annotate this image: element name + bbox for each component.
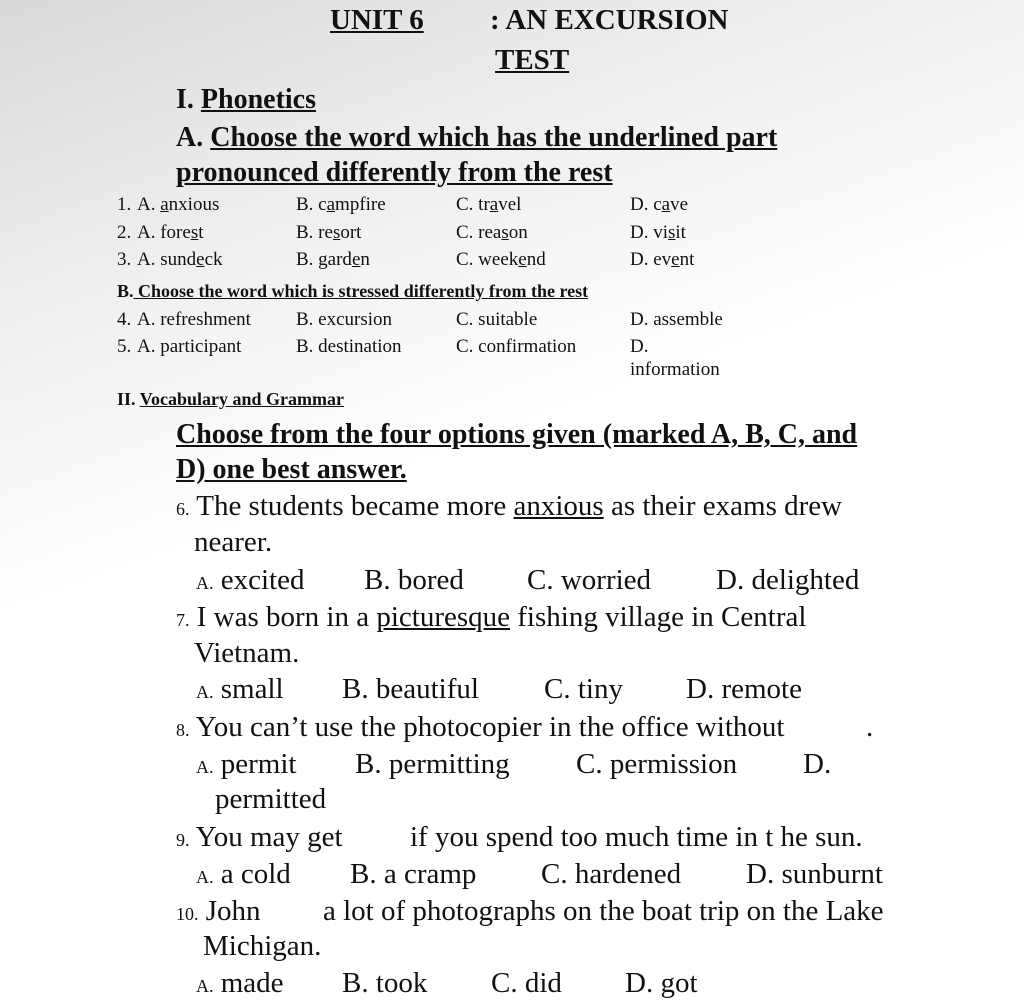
partB-option-d: D. — [630, 336, 649, 357]
partA-option-d — [630, 222, 686, 244]
underlined-letter: s — [190, 222, 199, 243]
q8-option-a — [196, 748, 296, 781]
underlined-letter: e — [671, 249, 680, 270]
option-text: A. — [137, 194, 161, 215]
option-text: mpfire — [335, 194, 386, 215]
q6-text-post: as their exams drew — [603, 490, 843, 522]
partB-option-d: D. assemble — [630, 309, 723, 330]
section2-instruction-1: Choose from the four options given (marked A, B, C, and — [176, 419, 858, 450]
partA-instruction-2: pronounced differently from the rest — [176, 157, 613, 188]
q9-text-post: if you spend too much time in t he sun. — [410, 821, 863, 853]
q7-text-post: fishing village in Central — [510, 601, 807, 633]
option-text: B. gard — [296, 249, 352, 270]
q7-num: 7. — [176, 610, 190, 630]
question-8 — [176, 711, 784, 744]
q9-option-d: D. sunburnt — [746, 858, 883, 890]
q10-option-b: B. took — [342, 967, 428, 999]
q10-option-a-label: A. — [196, 976, 214, 996]
option-text: A. sund — [137, 249, 197, 270]
q6-option-a-label: A. — [196, 573, 214, 593]
q9-option-a — [196, 858, 291, 891]
partB-option-c: C. confirmation — [456, 336, 577, 357]
option-text: C. tr — [456, 194, 490, 215]
partA-option-c — [456, 194, 521, 216]
q6-option-b: B. bored — [364, 564, 464, 596]
q8-option-d-cont: permitted — [215, 783, 327, 815]
q10-text-post: a lot of photographs on the boat trip on the Lake — [323, 895, 884, 927]
partB-instruction: Choose the word which is stressed differently from the rest — [133, 281, 589, 301]
q9-text-pre: You may get — [189, 821, 343, 853]
q7-text-pre: I was born in a — [189, 601, 377, 633]
q10-text-pre: John — [198, 895, 261, 927]
section2-heading — [117, 389, 344, 410]
partA-row-num: 2. — [117, 222, 132, 243]
option-text: on — [508, 222, 528, 243]
q10-continuation: Michigan. — [203, 930, 322, 962]
option-text: nt — [679, 249, 695, 270]
q9-num: 9. — [176, 830, 190, 850]
q10-num: 10. — [176, 904, 199, 924]
partA-option-c — [456, 249, 546, 271]
underlined-letter: s — [332, 222, 341, 243]
option-text: A. fore — [137, 222, 191, 243]
q9-option-b: B. a cramp — [350, 858, 477, 890]
q8-option-b: B. permitting — [355, 748, 510, 780]
option-text: ck — [204, 249, 223, 270]
partA-row-num: 1. — [117, 194, 132, 215]
unit-title: : AN EXCURSION — [490, 4, 729, 36]
section1-num: I. — [176, 84, 201, 115]
question-10 — [176, 895, 261, 928]
q7-underlined: picturesque — [376, 601, 511, 633]
section2-num: II. — [117, 389, 140, 409]
q6-text-pre: The students became more — [189, 490, 514, 522]
underlined-letter: a — [489, 194, 499, 215]
q7-option-d: D. remote — [686, 673, 802, 705]
partA-option-a — [137, 194, 219, 216]
option-text: vel — [498, 194, 522, 215]
q10-option-a-text: made — [213, 967, 284, 999]
test-title: TEST — [495, 44, 570, 76]
section1-heading — [176, 84, 316, 116]
q6-underlined: anxious — [513, 490, 604, 522]
partA-option-a — [137, 222, 204, 244]
q10-option-a — [196, 967, 284, 1000]
question-7 — [176, 601, 806, 634]
q10-option-c: C. did — [491, 967, 562, 999]
question-6 — [176, 490, 842, 523]
partA-option-d — [630, 249, 694, 271]
section1-title: Phonetics — [200, 84, 317, 115]
partB-prefix: B. — [117, 281, 134, 301]
option-text: nd — [526, 249, 546, 270]
q7-option-a-label: A. — [196, 682, 214, 702]
q6-continuation: nearer. — [194, 526, 273, 558]
q7-option-a — [196, 673, 284, 706]
q8-option-d: D. — [803, 748, 832, 780]
partA-option-c — [456, 222, 528, 244]
underlined-letter: e — [351, 249, 361, 270]
q9-option-a-label: A. — [196, 867, 214, 887]
q8-option-a-label: A. — [196, 757, 214, 777]
underlined-letter: s — [501, 222, 509, 243]
partA-heading-line1 — [176, 122, 777, 154]
q7-option-c: C. tiny — [544, 673, 623, 705]
partA-row-num: 3. — [117, 249, 132, 270]
option-text: C. rea — [456, 222, 502, 243]
q7-continuation: Vietnam. — [194, 637, 300, 669]
partB-option-d-cont: information — [630, 359, 720, 380]
partA-instruction-1: Choose the word which has the underlined part — [210, 122, 778, 153]
partA-option-a — [137, 249, 223, 271]
q8-blank-dot: . — [866, 711, 874, 743]
question-9 — [176, 821, 343, 854]
underlined-letter: a — [661, 194, 671, 215]
underlined-letter: e — [518, 249, 527, 270]
option-text: D. c — [630, 194, 662, 215]
underlined-letter: a — [326, 194, 336, 215]
option-text: n — [360, 249, 370, 270]
section2-instruction-2: D) one best answer. — [176, 454, 407, 485]
q9-option-a-text: a cold — [213, 858, 291, 890]
partA-option-b — [296, 249, 370, 271]
partB-heading — [117, 281, 588, 302]
option-text: nxious — [168, 194, 220, 215]
q8-option-a-text: permit — [213, 748, 297, 780]
option-text: D. vi — [630, 222, 668, 243]
q6-option-d: D. delighted — [716, 564, 860, 596]
option-text: it — [675, 222, 686, 243]
unit-label: UNIT 6 — [330, 4, 424, 36]
q9-option-c: C. hardened — [541, 858, 682, 890]
partA-option-b — [296, 222, 361, 244]
underlined-letter: e — [196, 249, 205, 270]
partB-option-a: A. refreshment — [137, 309, 251, 330]
q6-option-a — [196, 564, 304, 597]
q6-option-c: C. worried — [527, 564, 652, 596]
partB-option-a: A. participant — [137, 336, 242, 357]
underlined-letter: a — [160, 194, 169, 215]
q7-option-a-text: small — [213, 673, 284, 705]
partA-option-d — [630, 194, 688, 216]
q10-option-d: D. got — [625, 967, 698, 999]
partB-option-c: C. suitable — [456, 309, 538, 330]
partB-option-b: B. excursion — [296, 309, 393, 330]
q8-text: You can’t use the photocopier in the office without — [189, 711, 785, 743]
section2-title: Vocabulary and Grammar — [139, 389, 345, 409]
partA-option-b — [296, 194, 386, 216]
q8-option-c: C. permission — [576, 748, 738, 780]
option-text: D. ev — [630, 249, 672, 270]
partA-prefix: A. — [176, 122, 211, 153]
partB-option-b: B. destination — [296, 336, 402, 357]
option-text: t — [198, 222, 204, 243]
partB-row-num: 5. — [117, 336, 132, 357]
partB-row-num: 4. — [117, 309, 132, 330]
option-text: C. week — [456, 249, 519, 270]
option-text: B. re — [296, 222, 333, 243]
option-text: ve — [670, 194, 689, 215]
underlined-letter: s — [668, 222, 676, 243]
q6-option-a-text: excited — [213, 564, 305, 596]
option-text: B. c — [296, 194, 327, 215]
option-text: ort — [340, 222, 362, 243]
q8-num: 8. — [176, 720, 190, 740]
q7-option-b: B. beautiful — [342, 673, 479, 705]
q6-num: 6. — [176, 499, 190, 519]
